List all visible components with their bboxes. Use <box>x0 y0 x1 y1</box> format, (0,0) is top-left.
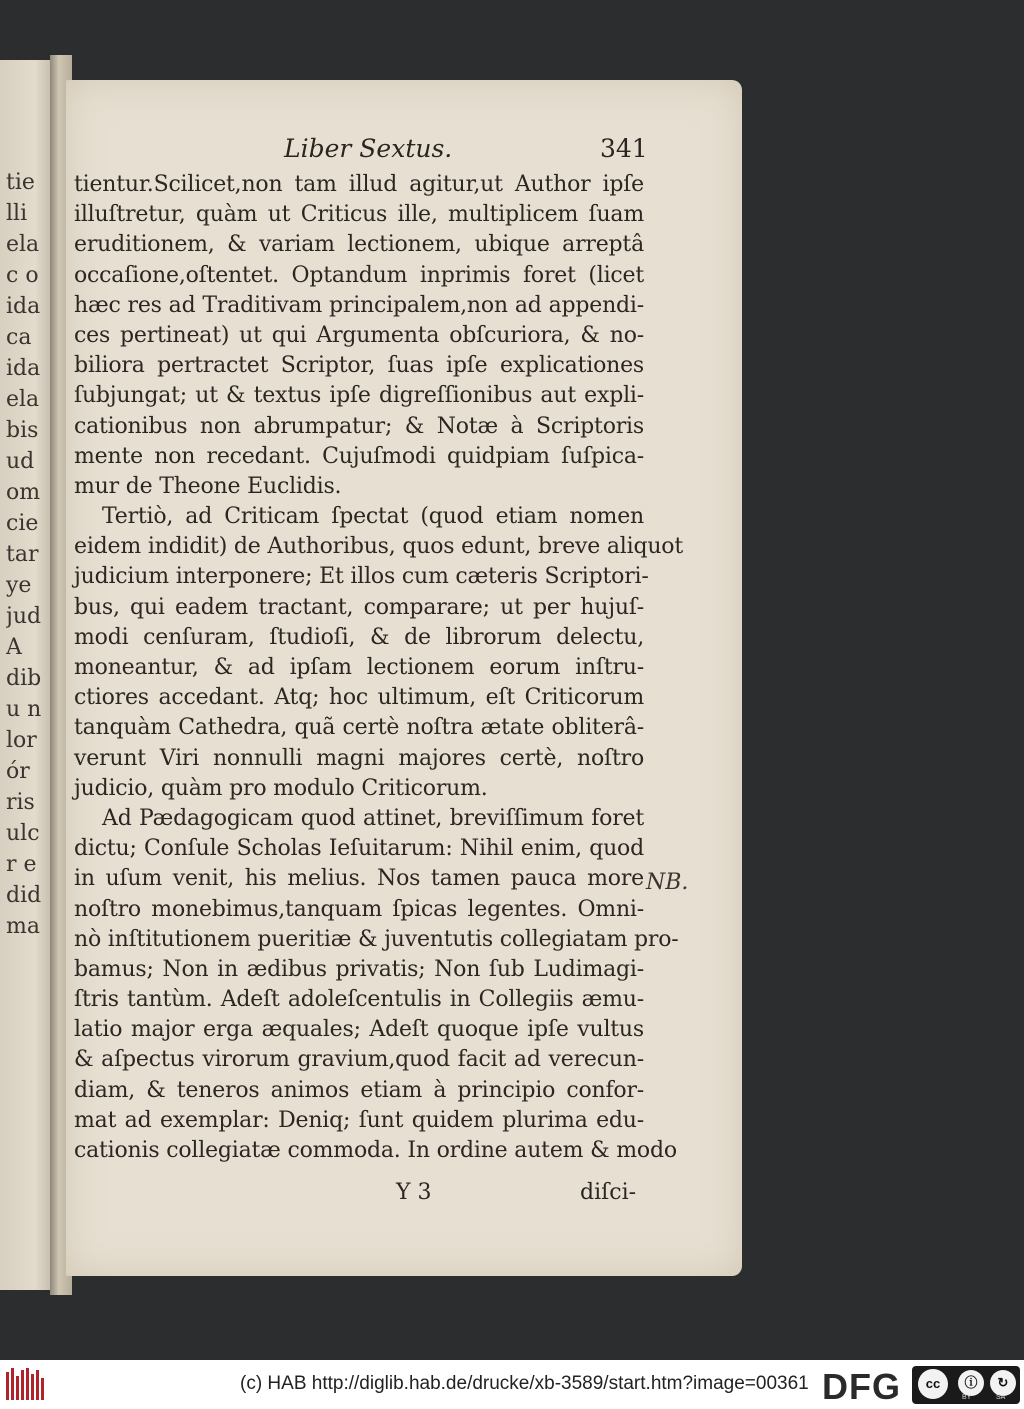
prev-page-fragment: ma <box>6 914 40 939</box>
catchword: diſci- <box>580 1180 637 1205</box>
text-line: verunt Viri nonnulli magni majores certè, noſtro <box>74 745 644 771</box>
prev-page-fragment: lli <box>6 201 28 226</box>
text-line: noſtro monebimus,tanquam ſpicas legentes. Omni- <box>74 896 644 922</box>
prev-page-fragment: cie <box>6 511 39 536</box>
text-line: mur de Theone Euclidis. <box>74 473 342 499</box>
prev-page-fragment: ela <box>6 232 40 257</box>
text-line: occaſione,oſtentet. Optandum inprimis foret (licet <box>74 262 644 288</box>
cc-license-badge[interactable] <box>912 1366 1020 1404</box>
prev-page-fragment: ida <box>6 294 41 319</box>
prev-page-fragment: dib <box>6 666 42 691</box>
text-line: cationis collegiatæ commoda. In ordine autem & modo <box>74 1138 677 1163</box>
book-page <box>66 80 742 1276</box>
prev-page-fragment: tar <box>6 542 39 567</box>
cc-sa-label: SA <box>996 1394 1006 1401</box>
text-line: nò inſtitutionem pueritiæ & juventutis collegiatam pro- <box>74 926 679 952</box>
viewer-footer <box>0 1360 1024 1409</box>
prev-page-fragment: did <box>6 883 42 908</box>
attribution-icon: ⓘ <box>958 1370 984 1396</box>
catchline <box>66 1180 742 1210</box>
text-line: eruditionem, & variam lectionem, ubique arreptâ <box>74 232 644 258</box>
text-line: ces pertineat) ut qui Argumenta obſcuriora, & no- <box>74 322 644 348</box>
page-header <box>66 134 742 174</box>
text-line: illuſtretur, quàm ut Criticus ille, multiplicem ſuam <box>74 202 644 228</box>
prev-page-fragment: tie <box>6 170 35 195</box>
text-line: diam, & teneros animos etiam à principio confor- <box>74 1077 644 1103</box>
prev-page-fragment: jud <box>6 604 42 629</box>
hab-logo-icon <box>6 1368 46 1400</box>
text-line: & aſpectus virorum gravium,quod facit ad verecun- <box>74 1047 644 1073</box>
text-line: modi cenſuram, ſtudioſi, & de librorum delectu, <box>74 624 644 650</box>
text-line: judicium interponere; Et illos cum cæteris Scriptori- <box>74 564 649 590</box>
text-line: latio major erga æquales; Adeſt quoque ipſe vultus <box>74 1017 644 1043</box>
running-title: Liber Sextus. <box>284 134 453 163</box>
text-line: tientur.Scilicet,non tam illud agitur,ut Author ipſe <box>74 172 644 197</box>
signature-mark: Y 3 <box>396 1180 432 1205</box>
text-line: mat ad exemplar: Deniq; ſunt quidem plurima edu- <box>74 1107 644 1133</box>
prev-page-fragment: A <box>6 635 22 660</box>
text-line: cationibus non abrumpatur; & Notæ à Scriptoris <box>74 413 644 439</box>
text-line: in uſum venit, his melius. Nos tamen pauca more <box>74 866 644 892</box>
text-line: mente non recedant. Cujuſmodi quidpiam ſuſpica- <box>74 443 644 469</box>
prev-page-fragment: bis <box>6 418 39 443</box>
prev-page-fragment: om <box>6 480 41 505</box>
text-line: ſubjungat; ut & textus ipſe digreſſionibus aut expli- <box>74 383 644 409</box>
prev-page-fragment: ye <box>6 573 32 598</box>
share-alike-icon: ↻ <box>990 1370 1016 1396</box>
copyright-link[interactable]: (c) HAB http://diglib.hab.de/drucke/xb-3589/start.htm?image=00361 <box>240 1373 809 1394</box>
page-number: 341 <box>600 134 648 163</box>
text-line: hæc res ad Traditivam principalem,non ad appendi- <box>74 292 644 318</box>
cc-by-label: BY <box>962 1394 972 1401</box>
text-line: moneantur, & ad ipſam lectionem eorum inſtru- <box>74 655 644 680</box>
text-line: biliora pertractet Scriptor, ſuas ipſe explicationes <box>74 353 644 379</box>
text-line: eidem indidit) de Authoribus, quos edunt, breve aliquot <box>74 534 683 560</box>
prev-page-fragment: lor <box>6 728 37 753</box>
prev-page-fragment: r e <box>6 852 37 877</box>
text-line: bamus; Non in ædibus privatis; Non ſub Ludimagi- <box>74 956 644 982</box>
dfg-logo: DFG <box>822 1366 901 1407</box>
prev-page-fragment: ud <box>6 449 35 474</box>
prev-page-fragment: ulc <box>6 821 40 846</box>
text-line: ſtris tantùm. Adeſt adoleſcentulis in Collegiis æmu- <box>74 987 644 1013</box>
margin-note: NB. <box>646 870 689 895</box>
prev-page-fragment: ór <box>6 759 30 784</box>
prev-page-fragment: u n <box>6 697 42 722</box>
prev-page-fragment: c o <box>6 263 39 288</box>
text-line: dictu; Conſule Scholas Ieſuitarum: Nihil enim, quod <box>74 836 644 862</box>
prev-page-fragment: ca <box>6 325 32 350</box>
prev-page-fragment: ida <box>6 356 41 381</box>
prev-page-fragment: ela <box>6 387 40 412</box>
prev-page-fragment: ris <box>6 790 35 815</box>
text-line: ctiores accedant. Atq; hoc ultimum, eſt Criticorum <box>74 685 644 711</box>
text-line: bus, qui eadem tractant, comparare; ut per hujuſ- <box>74 594 644 620</box>
text-line: Tertiò, ad Criticam ſpectat (quod etiam nomen <box>102 504 644 530</box>
cc-icon: cc <box>918 1369 948 1399</box>
text-line: judicio, quàm pro modulo Criticorum. <box>74 775 488 801</box>
text-line: tanquàm Cathedra, quã certè noſtra ætate obliterâ- <box>74 715 644 741</box>
text-line: Ad Pædagogicam quod attinet, breviſſimum foret <box>102 805 644 831</box>
